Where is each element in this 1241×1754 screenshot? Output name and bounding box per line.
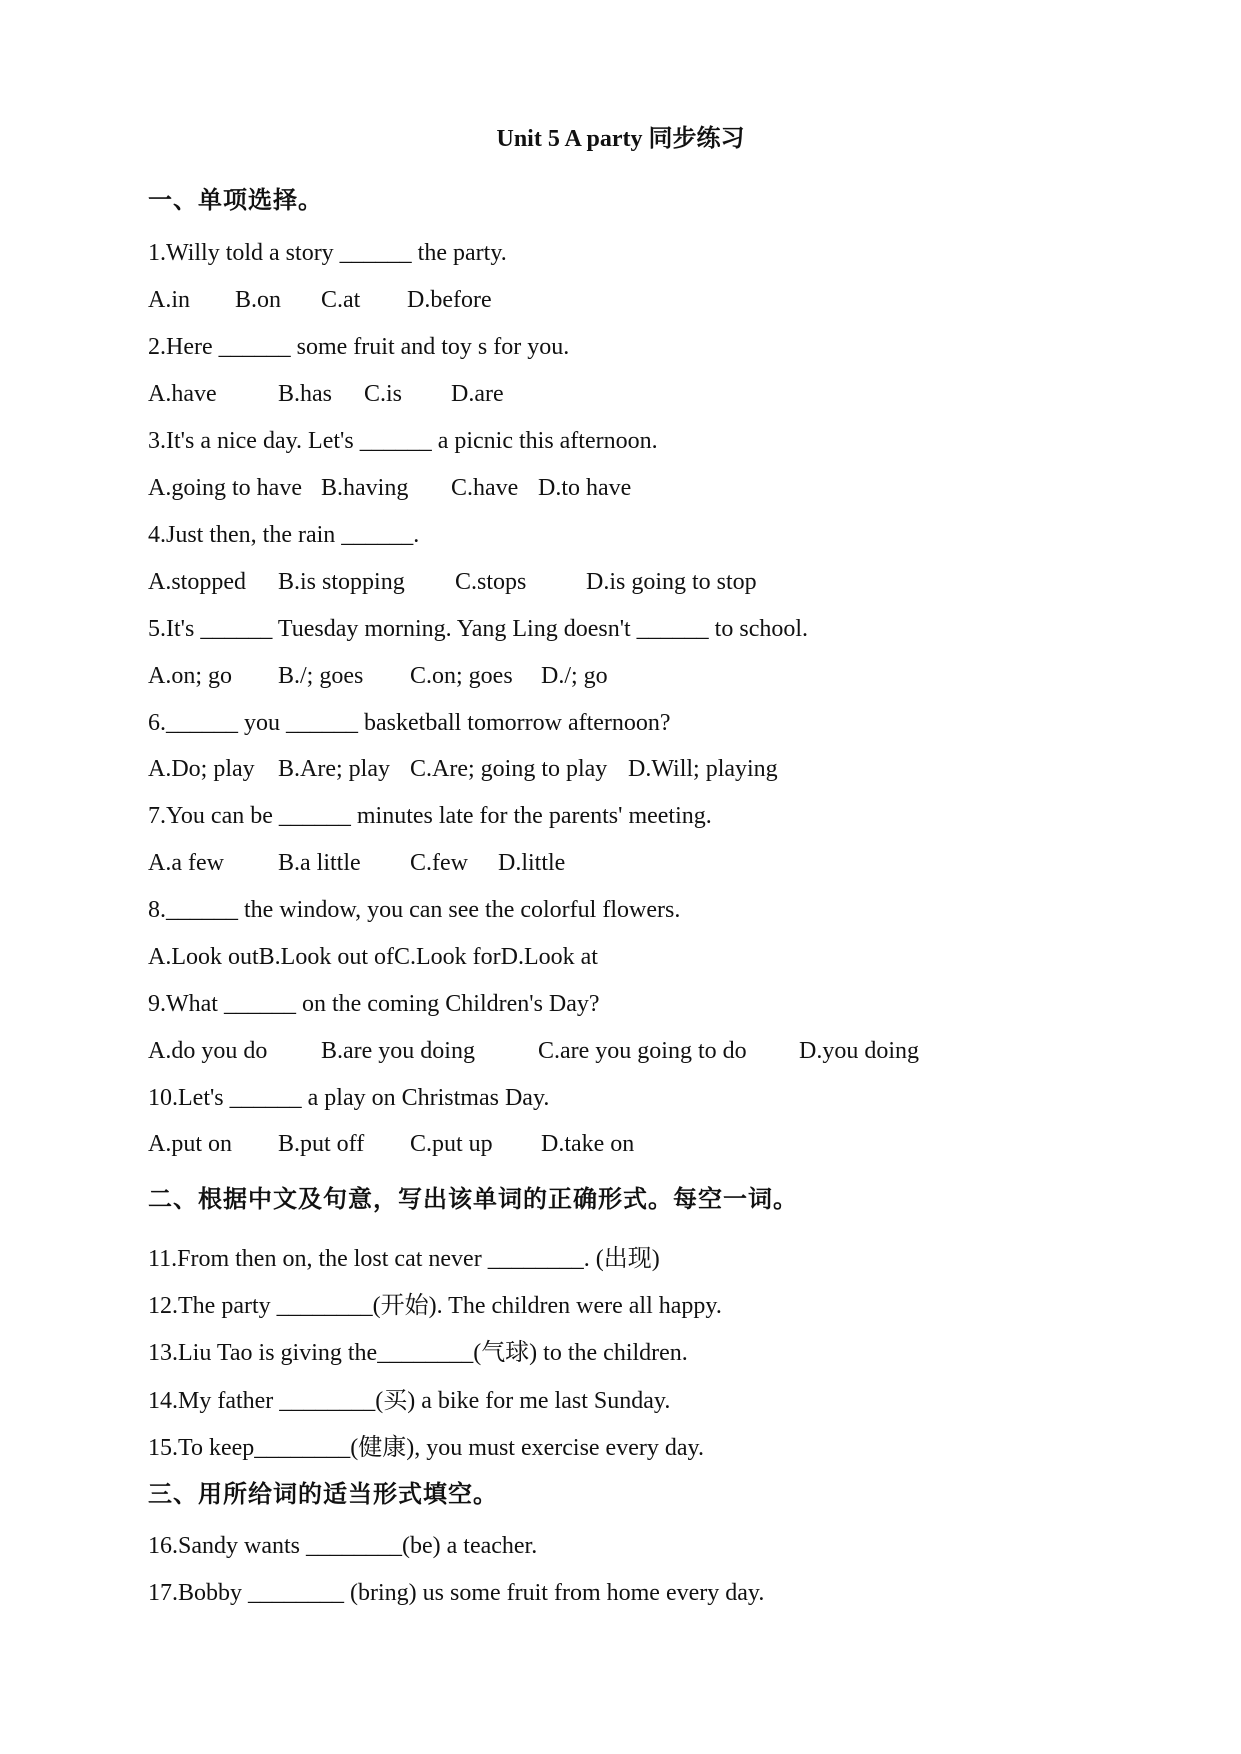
- option-a: A.stopped: [148, 569, 246, 595]
- option-a: A.put on: [148, 1131, 232, 1157]
- question-3: 3.It's a nice day. Let's ______ a picnic this afternoon.: [148, 428, 658, 454]
- question-1: 1.Willy told a story ______ the party.: [148, 240, 507, 266]
- page-title: Unit 5 A party 同步练习: [496, 126, 745, 152]
- option-c: C.on; goes: [410, 663, 513, 689]
- option-d: D.take on: [541, 1131, 635, 1157]
- section-heading-3: 三、用所给词的适当形式填空。: [148, 1480, 498, 1508]
- option-d: D.little: [498, 850, 566, 876]
- option-c: C.Are; going to play: [410, 756, 608, 782]
- option-a: A.on; go: [148, 663, 232, 689]
- option-c: C.is: [364, 381, 403, 407]
- option-d: D.you doing: [799, 1038, 919, 1064]
- option-b: B.has: [278, 381, 332, 407]
- option-b: B.are you doing: [321, 1038, 475, 1064]
- option-c: C.at: [321, 287, 361, 313]
- question-6: 6.______ you ______ basketball tomorrow afternoon?: [148, 710, 671, 736]
- question-13: 13.Liu Tao is giving the________(气球) to the children.: [148, 1340, 688, 1366]
- question-7: 7.You can be ______ minutes late for the parents' meeting.: [148, 803, 712, 829]
- option-c: C.have: [451, 475, 519, 501]
- option-d: D./; go: [541, 663, 608, 689]
- question-8-options: A.Look outB.Look out ofC.Look forD.Look at: [148, 944, 598, 970]
- question-16: 16.Sandy wants ________(be) a teacher.: [148, 1533, 538, 1559]
- option-c: C.put up: [410, 1131, 493, 1157]
- option-d: D.Will; playing: [628, 756, 778, 782]
- option-a: A.have: [148, 381, 217, 407]
- option-b: B.a little: [278, 850, 361, 876]
- question-10: 10.Let's ______ a play on Christmas Day.: [148, 1085, 550, 1111]
- option-c: C.stops: [455, 569, 527, 595]
- option-d: D.are: [451, 381, 504, 407]
- option-b: B.on: [235, 287, 282, 313]
- question-4: 4.Just then, the rain ______.: [148, 522, 420, 548]
- question-5: 5.It's ______ Tuesday morning. Yang Ling doesn't ______ to school.: [148, 616, 809, 642]
- question-2: 2.Here ______ some fruit and toy s for you.: [148, 334, 570, 360]
- option-c: C.are you going to do: [538, 1038, 747, 1064]
- option-b: B.is stopping: [278, 569, 405, 595]
- section-heading-1: 一、单项选择。: [148, 186, 323, 214]
- question-17: 17.Bobby ________ (bring) us some fruit from home every day.: [148, 1580, 765, 1606]
- option-a: A.a few: [148, 850, 224, 876]
- option-b: B.having: [321, 475, 409, 501]
- option-c: C.few: [410, 850, 468, 876]
- question-11: 11.From then on, the lost cat never ________. (出现): [148, 1246, 660, 1272]
- question-14: 14.My father ________(买) a bike for me last Sunday.: [148, 1388, 671, 1414]
- option-b: B.Are; play: [278, 756, 390, 782]
- question-15: 15.To keep________(健康), you must exercise every day.: [148, 1435, 704, 1461]
- option-b: B.put off: [278, 1131, 365, 1157]
- option-a: A.Do; play: [148, 756, 255, 782]
- question-12: 12.The party ________(开始). The children were all happy.: [148, 1293, 722, 1319]
- option-d: D.to have: [538, 475, 632, 501]
- section-heading-2: 二、根据中文及句意，写出该单词的正确形式。每空一词。: [148, 1185, 798, 1213]
- option-a: A.going to have: [148, 475, 302, 501]
- question-9: 9.What ______ on the coming Children's Day?: [148, 991, 600, 1017]
- option-d: D.before: [407, 287, 492, 313]
- question-8: 8.______ the window, you can see the colorful flowers.: [148, 897, 681, 923]
- option-d: D.is going to stop: [586, 569, 757, 595]
- option-a: A.do you do: [148, 1038, 268, 1064]
- option-a: A.in: [148, 287, 190, 313]
- option-b: B./; goes: [278, 663, 364, 689]
